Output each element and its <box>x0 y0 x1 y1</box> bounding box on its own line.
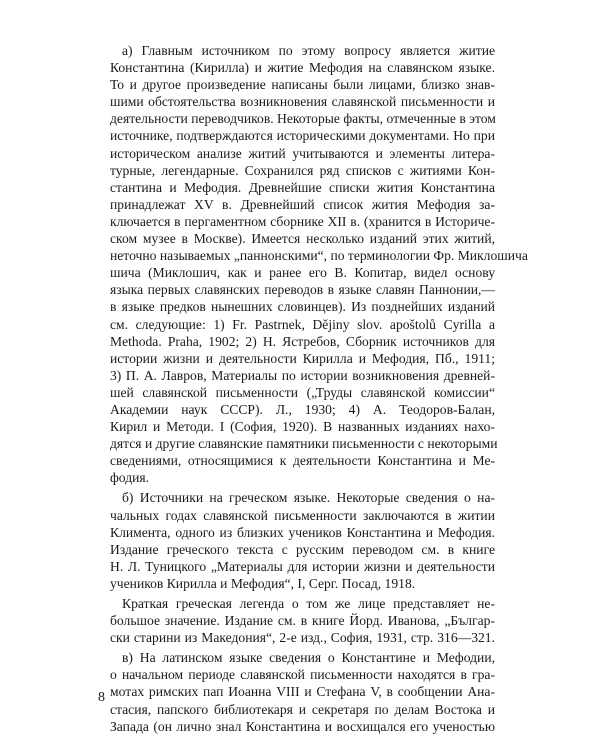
text-line: Methoda. Praha, 1902; 2) Н. Ястребов, Сборник источников для <box>110 333 495 349</box>
text-line: учеников Кирилла и Мефодия“, I, Серг. Посад, 1918. <box>110 575 416 591</box>
text-line: сведениями, относящимися к деятельности Константина и Ме- <box>110 453 495 469</box>
text-line: Н. Л. Туницкого „Материалы для истории жизни и деятельности <box>110 558 495 574</box>
paragraph-greek-legend <box>110 595 495 646</box>
paragraph-b <box>110 489 495 592</box>
text-line: источнике, подтверждаются историческими документами. Но при <box>110 128 495 144</box>
text-line: шей славянской письменности („Труды славянской комиссии“ <box>110 384 495 400</box>
text-line: Краткая греческая легенда о том же лице представляет не- <box>122 596 495 611</box>
text-line: 3) П. А. Лавров, Материалы по истории возникновения древней- <box>110 367 495 383</box>
page-number: 8 <box>98 690 105 705</box>
text-line: истории жизни и деятельности Кирилла и Мефодия, Пб., 1911; <box>110 350 495 366</box>
text-line: стантина и Мефодия. Древнейшие списки жития Константина <box>110 179 495 195</box>
text-line: турные, легендарные. Сохранился ряд списков с житиями Кон- <box>110 162 495 178</box>
text-line: историческом анализе житий учитываются и элементы литера- <box>110 145 495 161</box>
text-line: ском музее в Москве). Имеется несколько изданий этих житий, <box>110 231 495 247</box>
text-line: а) Главным источником по этому вопросу является житие <box>122 43 495 58</box>
text-line: см. следующие: 1) Fr. Pastrnek, Dějiny slov. apoštolů Cyrilla a <box>110 316 495 332</box>
text-line: в) На латинском языке сведения о Константине и Мефодии, <box>122 650 495 666</box>
text-line: Запада (он лично знал Константина и восхищался его ученостью <box>110 718 495 734</box>
text-line: дятся и другие славянские памятники письменности с некоторыми <box>110 436 498 452</box>
text-line: стасия, папского библиотекаря и секретаря по делам Востока и <box>110 701 495 717</box>
text-line: Климента, одного из близких учеников Константина и Мефодия. <box>110 524 495 540</box>
text-line: Кирил и Методи. I (София, 1920). В названных изданиях нахо- <box>110 419 495 435</box>
text-line: Издание греческого текста с русским переводом см. в книге <box>110 541 495 557</box>
text-line: в языке предков нынешних словинцев). Из позднейших изданий <box>110 299 495 315</box>
text-line: принадлежат XV в. Древнейший список жития Мефодия за- <box>110 196 495 212</box>
text-line: б) Источники на греческом языке. Некоторые сведения о на- <box>122 490 495 506</box>
text-line: деятельности переводчиков. Некоторые факты, отмеченные в этом <box>110 111 496 127</box>
body-text <box>110 42 528 738</box>
text-line: шича (Миклошич, как и ранее его В. Копитар, видел основу <box>110 265 495 281</box>
text-line: шими обстоятельства возникновения славянской письменности и <box>110 94 495 110</box>
text-line: о начальном периоде славянской письменности находятся в гра- <box>110 667 495 683</box>
text-line: ключается в пергаментном сборнике XII в. (хранится в Историче- <box>110 213 495 229</box>
text-line: языка первых славянских переводов в языке славян Паннонии,— <box>110 282 495 298</box>
text-line: чальных годах славянской письменности заключаются в житии <box>110 507 495 523</box>
text-line: неточно называемых „паннонскими“, по терминологии Фр. Миклошича <box>110 248 528 264</box>
text-line: Константина (Кирилла) и житие Мефодия на славянском языке. <box>110 60 495 76</box>
paragraph-a <box>110 42 528 486</box>
text-line: То и другое произведение написаны были лицами, близко знав- <box>110 77 495 93</box>
paragraph-v <box>110 649 495 734</box>
text-line: Академии наук СССР). Л., 1930; 4) А. Теодоров-Балан, <box>110 401 495 417</box>
text-line: ски старини из Македония“, 2-е изд., София, 1931, стр. 316—321. <box>110 630 495 646</box>
text-line: фодия. <box>110 470 150 486</box>
text-line: большое значение. Издание см. в книге Йорд. Иванова, „Българ- <box>110 613 495 629</box>
text-line: мотах римских пап Иоанна VIII и Стефана V, в сообщении Ана- <box>110 684 495 700</box>
